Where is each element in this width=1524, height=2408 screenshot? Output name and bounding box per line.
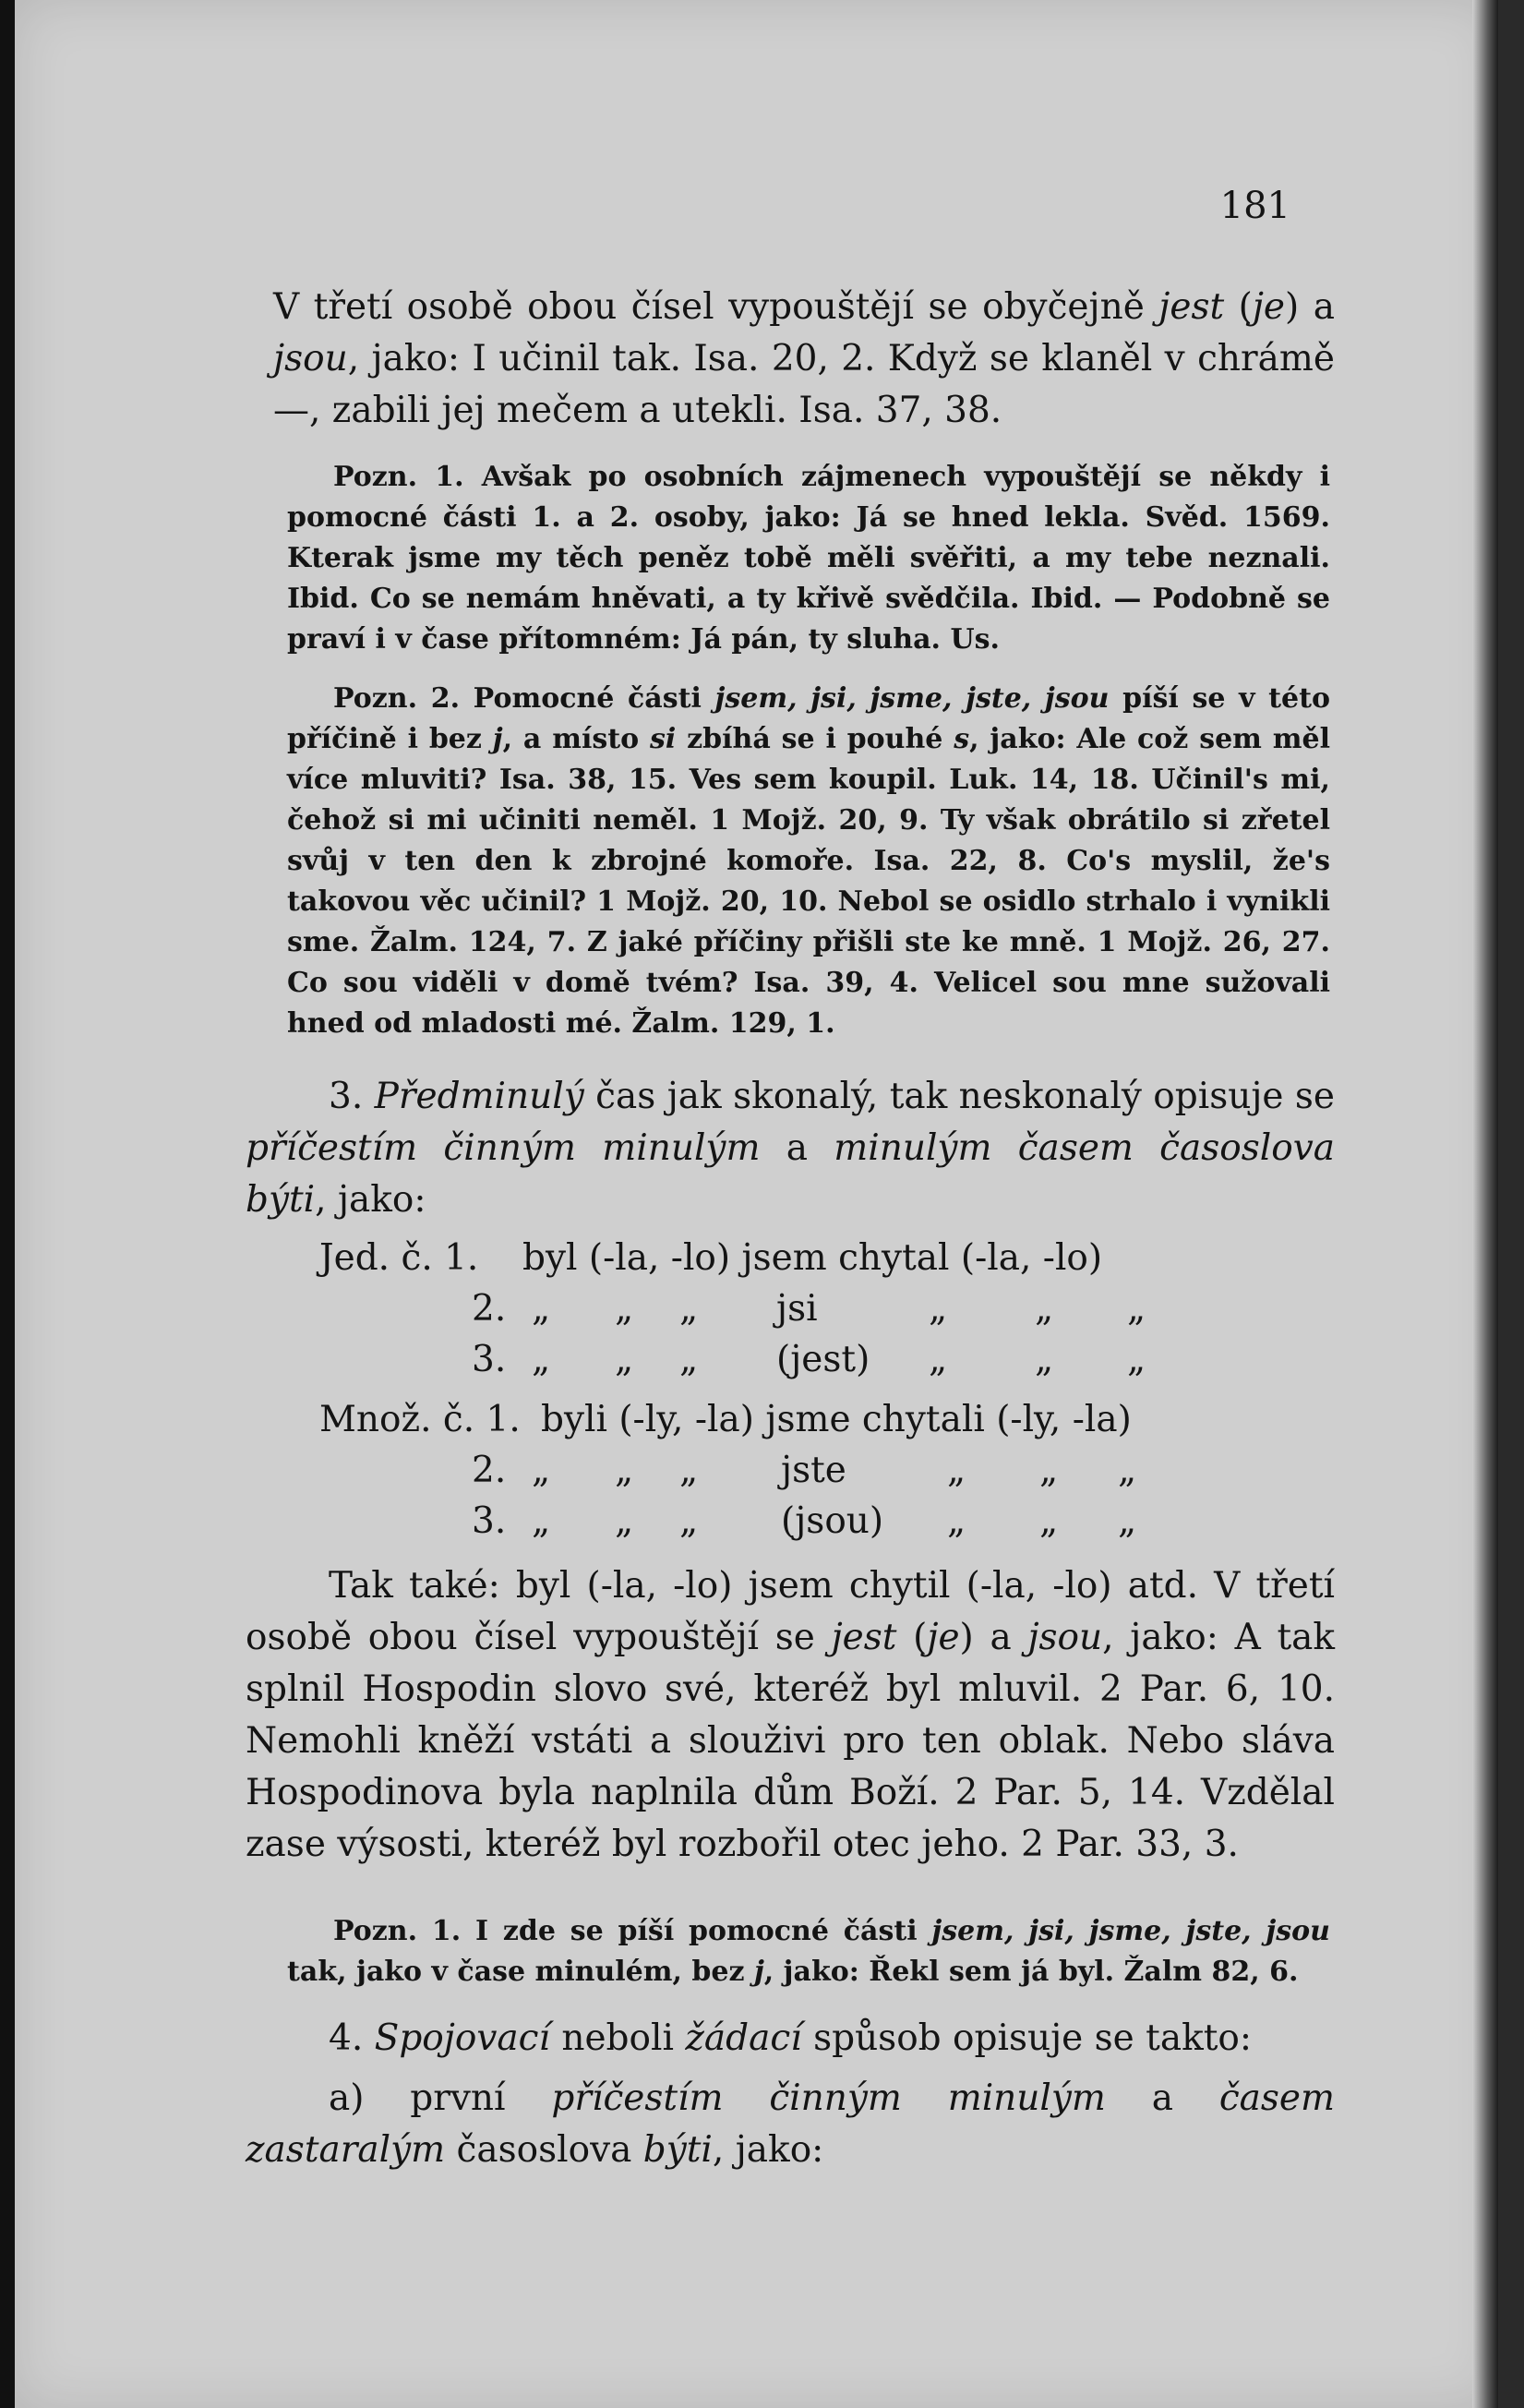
plural-row-1: byli (-ly, -la) jsme chytali (-ly, -la): [541, 1399, 1132, 1440]
text-run: V třetí osobě obou čísel vypouštějí se obyčejně: [273, 286, 1159, 328]
scan-right-edge: [1472, 0, 1498, 2408]
plural-row-2-verb: jste: [781, 1450, 846, 1491]
text-run: čas jak skonalý, tak neskonalý opisuje se: [583, 1076, 1336, 1117]
text-run: a) první: [329, 2077, 552, 2119]
plural-row-3-verb: (jsou): [781, 1500, 884, 1542]
italic-run: příčestím činným minulým: [246, 1127, 761, 1169]
ditto-mark: „: [679, 1339, 699, 1380]
ditto-mark: „: [1118, 1500, 1137, 1542]
text-run: 4.: [329, 2017, 375, 2059]
text-run: , a místo: [502, 723, 650, 755]
ditto-mark: „: [615, 1500, 634, 1542]
italic-run: Spojovací: [374, 2017, 550, 2059]
text-run: , jako:: [712, 2129, 824, 2171]
note-1: Pozn. 1. Avšak po osobních zájmenech vypouštějí se někdy i pomocné části 1. a 2. osoby, jako: Já se hned lekla. Svěd. 1569. Kterak jsme my těch peněz tobě měli svěřiti, a my tebe neznali. Ibid. Co se nemám hněvati, a ty křivě svědčila. Ibid. — Podobně se praví i v čase přítomném: Já pán, ty sluha. Us.: [287, 461, 1330, 656]
section-4: [329, 2013, 1335, 2065]
text-run: ) a: [959, 1617, 1028, 1658]
section-4a: [246, 2073, 1335, 2176]
ditto-mark: „: [929, 1339, 948, 1380]
text-run: ) a: [1285, 286, 1335, 328]
book-page: [15, 0, 1498, 2408]
singular-row-3-verb: (jest): [776, 1339, 870, 1380]
text-run: a: [760, 1127, 834, 1169]
text-run: , jako: Ale což sem měl více mluviti? Isa. 38, 15. Ves sem koupil. Luk. 14, 18. Učinil's mi, čehož si mi učiniti neměl. 1 Mojž. 20, 9. Ty však obrátilo si zřetel svůj v ten den k zbrojné komoře. Isa. 22, 8. Co's myslil, že's takovou věc učinil? 1 Mojž. 20, 10. Nebol se osidlo strhalo i vynikli sme. Žalm. 124, 7. Z jaké příčiny přišli ste ke mně. 1 Mojž. 26, 27. Co sou viděli v domě tvém? Isa. 39, 4. Velicel sou mne sužovali hned od mladosti mé. Žalm. 129, 1.: [287, 723, 1330, 1040]
plural-row-2-num: 2.: [472, 1450, 507, 1491]
ditto-mark: „: [532, 1339, 551, 1380]
text-run: (: [896, 1617, 928, 1658]
ditto-mark: „: [679, 1500, 699, 1542]
italic-run: je: [1252, 286, 1286, 328]
ditto-mark: „: [1035, 1288, 1054, 1330]
text-run: tak, jako v čase minulém, bez: [287, 1956, 754, 1988]
text-run: neboli: [549, 2017, 686, 2059]
ditto-mark: „: [679, 1450, 699, 1491]
text-run: 3.: [329, 1076, 375, 1117]
ditto-mark: „: [947, 1500, 966, 1542]
section-3: [246, 1071, 1335, 1226]
ditto-mark: „: [615, 1288, 634, 1330]
singular-label: Jed. č. 1.: [319, 1237, 479, 1279]
text-run: , jako:: [315, 1179, 426, 1221]
singular-row-2-verb: jsi: [776, 1288, 818, 1330]
text-run: , jako: I učinil tak. Isa. 20, 2. Když se klaněl v chrámě —, zabili jej mečem a utekli. Isa. 37, 38.: [273, 338, 1335, 431]
plural-label: Množ. č. 1.: [319, 1399, 521, 1440]
text-run: časoslova: [445, 2129, 643, 2171]
italic-run: Předminulý: [374, 1076, 584, 1117]
scan-left-edge: [0, 0, 15, 2408]
italic-run: je: [927, 1617, 960, 1658]
italic-run: žádací: [685, 2017, 802, 2059]
italic-run: jsou: [1027, 1617, 1103, 1658]
ditto-mark: „: [679, 1288, 699, 1330]
italic-run: jsou: [273, 338, 348, 379]
italic-run: s: [954, 723, 970, 755]
ditto-mark: „: [532, 1450, 551, 1491]
ditto-mark: „: [1039, 1500, 1059, 1542]
singular-row-1: byl (-la, -lo) jsem chytal (-la, -lo): [522, 1237, 1103, 1279]
text-run: (: [1224, 286, 1253, 328]
italic-run: minulým časem časoslova býti: [246, 1127, 1336, 1221]
ditto-mark: „: [1127, 1288, 1146, 1330]
ditto-mark: „: [1039, 1450, 1059, 1491]
italic-run: si: [649, 723, 677, 755]
italic-run: příčestím činným minulým: [551, 2077, 1106, 2119]
ditto-mark: „: [615, 1450, 634, 1491]
paragraph-1: [273, 282, 1335, 437]
italic-run: j: [753, 1956, 764, 1988]
italic-run: jest: [831, 1617, 897, 1658]
singular-row-2-num: 2.: [472, 1288, 507, 1330]
italic-run: býti: [642, 2129, 713, 2171]
paragraph-2: [246, 1560, 1335, 1871]
italic-run: časem zastaralým: [246, 2077, 1335, 2171]
plural-row-3-num: 3.: [472, 1500, 507, 1542]
text-run: zbíhá se i pouhé: [676, 723, 954, 755]
ditto-mark: „: [947, 1450, 966, 1491]
text-run: , jako: Řekl sem já byl. Žalm 82, 6.: [763, 1956, 1299, 1988]
text-run: , jako: A tak splnil Hospodin slovo své, kteréž byl mluvil. 2 Par. 6, 10. Nemohli kněží vstáti a slouživi pro ten oblak. Nebo sláva Hospodinova byla naplnila dům Boží. 2 Par. 5, 14. Vzdělal zase výsosti, kteréž byl rozbořil otec jeho. 2 Par. 33, 3.: [246, 1617, 1335, 1865]
text-run: Tak také: byl (-la, -lo) jsem chytil (-la, -lo) atd. V třetí osobě obou čísel vypouštějí se: [246, 1565, 1335, 1658]
note-3: [287, 1911, 1330, 1993]
note-2: [287, 679, 1330, 1044]
ditto-mark: „: [532, 1288, 551, 1330]
italic-run: j: [492, 723, 503, 755]
italic-run: jest: [1158, 286, 1225, 328]
ditto-mark: „: [1035, 1339, 1054, 1380]
ditto-mark: „: [929, 1288, 948, 1330]
text-run: spůsob opisuje se takto:: [801, 2017, 1252, 2059]
italic-run: jsem, jsi, jsme, jste, jsou: [714, 682, 1110, 715]
text-run: píší se v této příčině i bez: [287, 682, 1330, 755]
singular-row-3-num: 3.: [472, 1339, 507, 1380]
text-run: a: [1105, 2077, 1219, 2119]
ditto-mark: „: [1118, 1450, 1137, 1491]
ditto-mark: „: [615, 1339, 634, 1380]
ditto-mark: „: [532, 1500, 551, 1542]
text-run: Pozn. 2. Pomocné části: [333, 682, 715, 715]
italic-run: jsem, jsi, jsme, jste, jsou: [931, 1915, 1330, 1947]
text-run: Pozn. 1. I zde se píší pomocné části: [333, 1915, 932, 1947]
page-number: 181: [1219, 185, 1290, 227]
ditto-mark: „: [1127, 1339, 1146, 1380]
